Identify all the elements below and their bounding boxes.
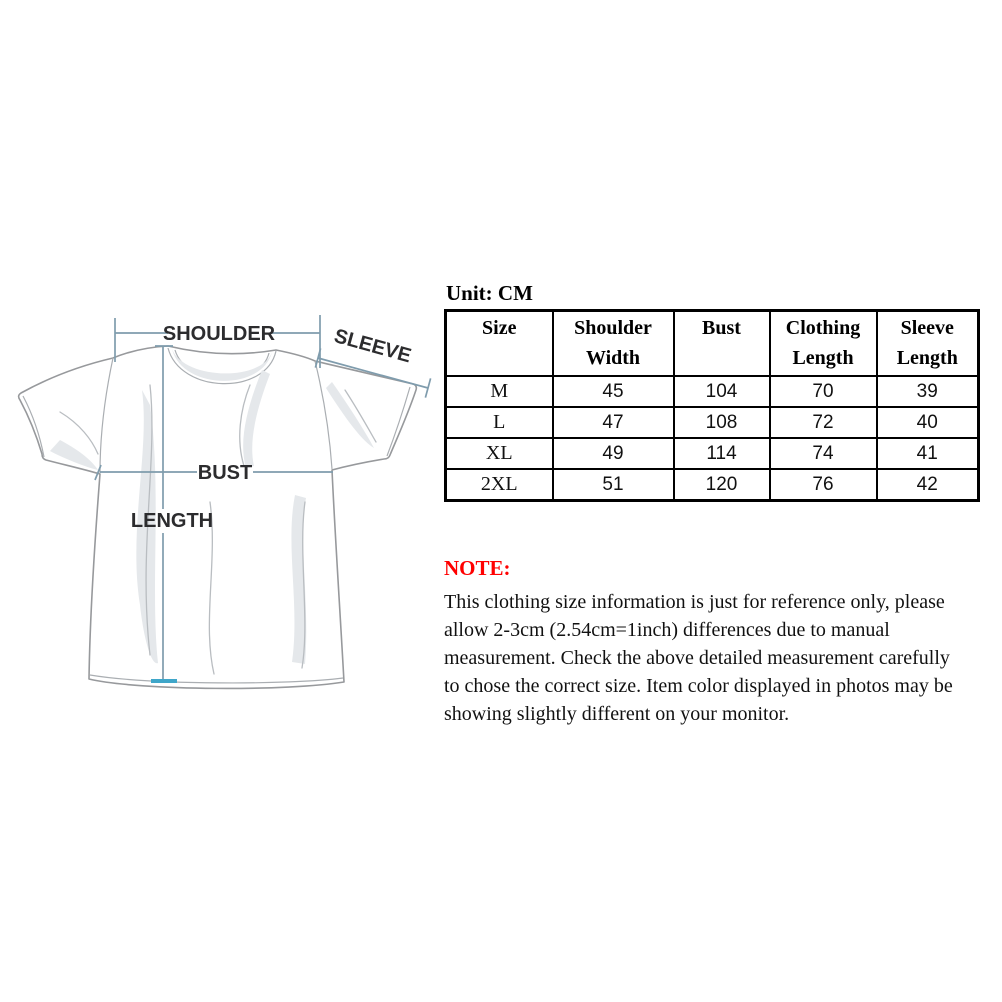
size-value: 2XL (446, 469, 553, 501)
clothing-length-value: 76 (770, 469, 877, 501)
shoulder-width-value: 51 (553, 469, 674, 501)
tshirt-measurement-diagram (0, 290, 440, 740)
sleeve-length-value: 40 (877, 407, 979, 438)
note-body: This clothing size information is just for reference only, please allow 2-3cm (2.54cm=1inch) differences due to manual measurement. Check the above detailed measurement carefully to chose the correct size. Item color displayed in photos may be showing slightly different on your monitor. (444, 591, 953, 725)
sleeve-label: SLEEVE (331, 325, 414, 368)
size-info-panel (444, 281, 980, 728)
shoulder-label: SHOULDER (162, 323, 276, 345)
bust-value: 104 (674, 376, 770, 407)
column-header-shoulder-width: Shoulder Width (553, 311, 674, 377)
size-value: XL (446, 438, 553, 469)
sleeve-length-value: 41 (877, 438, 979, 469)
size-value: L (446, 407, 553, 438)
column-header-size: Size (446, 311, 553, 377)
bust-value: 114 (674, 438, 770, 469)
shoulder-width-value: 45 (553, 376, 674, 407)
table-row-l (446, 407, 979, 438)
column-header-clothing-length: Clothing Length (770, 311, 877, 377)
sleeve-length-value: 39 (877, 376, 979, 407)
bust-value: 108 (674, 407, 770, 438)
clothing-length-value: 74 (770, 438, 877, 469)
unit-label: Unit: CM (446, 281, 533, 305)
shoulder-width-value: 49 (553, 438, 674, 469)
clothing-length-value: 72 (770, 407, 877, 438)
length-label: LENGTH (130, 510, 214, 532)
column-header-bust: Bust (674, 311, 770, 377)
size-table (444, 309, 980, 502)
size-value: M (446, 376, 553, 407)
sleeve-length-value: 42 (877, 469, 979, 501)
tshirt-outline (19, 346, 417, 688)
table-row-xl (446, 438, 979, 469)
header-row (446, 311, 979, 377)
table-row-m (446, 376, 979, 407)
column-header-sleeve-length: Sleeve Length (877, 311, 979, 377)
table-row-2xl (446, 469, 979, 501)
note-section (444, 556, 980, 728)
note-title: NOTE: (444, 556, 511, 580)
shoulder-width-value: 47 (553, 407, 674, 438)
clothing-length-value: 70 (770, 376, 877, 407)
bust-value: 120 (674, 469, 770, 501)
bust-label: BUST (197, 462, 253, 484)
